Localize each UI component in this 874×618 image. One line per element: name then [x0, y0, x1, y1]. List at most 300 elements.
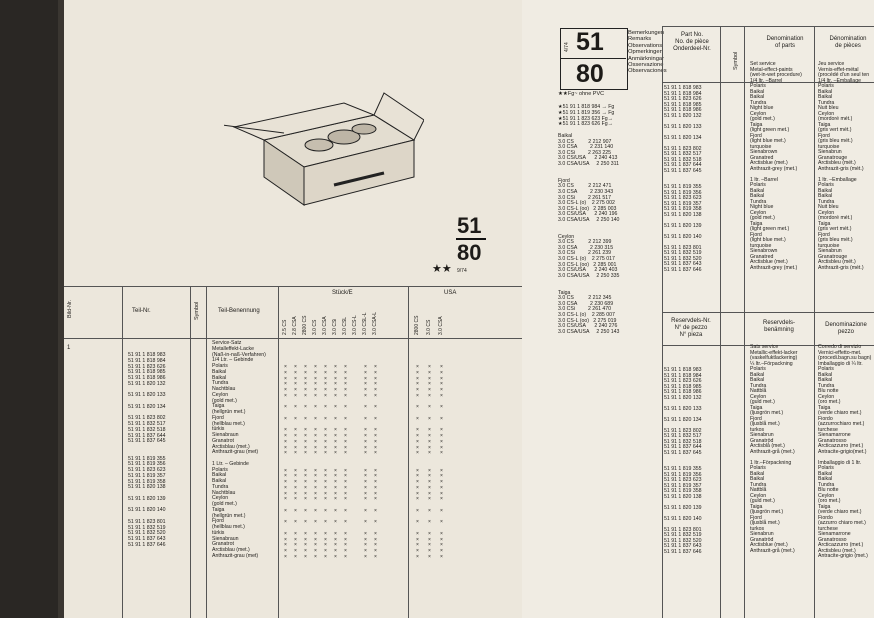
quantity-x-mark: × — [416, 473, 419, 480]
quantity-x-mark: × — [304, 433, 307, 439]
quantity-x-mark: × — [314, 479, 317, 485]
quantity-x-mark: × — [294, 519, 297, 526]
quantity-x-mark: × — [294, 387, 297, 393]
partno-header: Part No. No. de pièce Onderdeel-Nr. — [673, 32, 711, 52]
benennung-header: Teil-Benennung — [218, 308, 260, 314]
quantity-x-mark: × — [440, 484, 443, 491]
quantity-x-mark: × — [334, 553, 337, 560]
quantity-x-mark: × — [428, 496, 431, 503]
quantity-x-mark: × — [428, 530, 431, 537]
quantity-x-mark: × — [304, 490, 307, 497]
model-header-3: 3.0 CS — [312, 319, 318, 335]
quantity-x-mark: × — [374, 438, 377, 445]
quantity-x-mark: × — [374, 387, 377, 393]
quantity-x-mark: × — [304, 507, 307, 514]
quantity-x-mark: × — [416, 536, 419, 543]
quantity-x-mark: × — [344, 364, 347, 370]
model-header-11: 3.0 CS — [426, 319, 432, 335]
quantity-x-mark: × — [334, 490, 337, 497]
quantity-x-mark: × — [324, 519, 327, 526]
quantity-x-mark: × — [344, 490, 347, 497]
quantity-x-mark: × — [344, 479, 347, 485]
quantity-x-mark: × — [428, 479, 431, 485]
quantity-x-mark: × — [364, 364, 367, 370]
model-header-12: 3.0 CSA — [438, 316, 444, 335]
quantity-x-mark: × — [440, 375, 443, 382]
quantity-x-mark: × — [324, 450, 327, 457]
quantity-x-mark: × — [324, 490, 327, 497]
quantity-x-mark: × — [428, 387, 431, 393]
quantity-x-mark: × — [440, 490, 443, 497]
quantity-x-mark: × — [374, 375, 377, 382]
quantity-x-mark: × — [364, 444, 367, 451]
quantity-x-mark: × — [304, 427, 307, 434]
quantity-x-mark: × — [416, 427, 419, 434]
quantity-x-mark: × — [314, 404, 317, 411]
quantity-x-mark: × — [324, 479, 327, 485]
quantity-x-mark: × — [314, 444, 317, 451]
quantity-x-mark: × — [374, 553, 377, 560]
quantity-x-mark: × — [294, 369, 297, 376]
quantity-x-mark: × — [416, 444, 419, 451]
quantity-x-mark: × — [294, 479, 297, 485]
quantity-x-mark: × — [324, 467, 327, 474]
quantity-x-mark: × — [284, 519, 287, 526]
quantity-x-mark: × — [428, 369, 431, 376]
quantity-x-mark: × — [284, 536, 287, 543]
quantity-x-mark: × — [374, 444, 377, 451]
quantity-x-mark: × — [416, 375, 419, 382]
quantity-x-mark: × — [324, 530, 327, 537]
quantity-x-mark: × — [334, 369, 337, 376]
quantity-x-mark: × — [284, 387, 287, 393]
quantity-x-mark: × — [440, 496, 443, 503]
quantity-x-mark: × — [324, 392, 327, 399]
quantity-x-mark: × — [334, 507, 337, 514]
quantity-x-mark: × — [284, 433, 287, 439]
quantity-x-mark: × — [304, 467, 307, 474]
quantity-x-mark: × — [416, 438, 419, 445]
quantity-x-mark: × — [428, 450, 431, 457]
upper-part-numbers: 51 91 1 818 983 51 91 1 818 984 51 91 1 823 626 51 91 1 818 985 51 91 1 818 986 51 91 1 820 132 51 91 1 820 133 51 91 1 820 134 51 91 1 823 802 51 91 1 832 517 51 91 1 832 518 51 91 1 837 644 51 91 1 837 645 51 91 1 819 355 51 91 1 819 356 51 91 1 823 623 51 91 1 819 357 51 91 1 819 358 51 91 1 820 138 51 91 1 820 139 51 91 1 820 140 51 91 1 823 801 51 91 1 832 519 51 91 1 832 520 51 91 1 837 643 51 91 1 837 646 — [664, 85, 702, 273]
quantity-x-mark: × — [334, 473, 337, 480]
quantity-x-mark: × — [374, 450, 377, 457]
quantity-x-mark: × — [440, 519, 443, 526]
quantity-x-mark: × — [294, 381, 297, 388]
quantity-x-mark: × — [440, 433, 443, 439]
quantity-x-mark: × — [294, 415, 297, 422]
quantity-x-mark: × — [428, 553, 431, 560]
quantity-x-mark: × — [344, 427, 347, 434]
quantity-x-mark: × — [344, 415, 347, 422]
quantity-x-mark: × — [364, 404, 367, 411]
quantity-x-mark: × — [344, 381, 347, 388]
quantity-x-mark: × — [416, 530, 419, 537]
quantity-x-mark: × — [284, 438, 287, 445]
quantity-x-mark: × — [344, 484, 347, 491]
quantity-x-mark: × — [374, 548, 377, 554]
lower-names-italian: Corredo di servizio Vernici-effetto-met. (procedi.bagn.su bagn) Imballaggio di ¼ ltr. Polaris Baikal Baikal Tundra Blu notte Ceylon (oro met.) Taiga (verde chiaro met.) Fiordo (azzurrochiaro met.) turchese Sienamarrone Granatrosso Arcticazzurro (met.) Antracite-grigio(met.) Imballaggio di 1 ltr. Polaris Baikal Baikal Tundra Blu notte Ceylon (oro met.) Taiga (verde chiaro met.) Fiordo (azzurro chiaro met.) turchese Sienamarrone Granatrosso Arcticazzurro (met.) Arctisbleu (met.) Antracite-grigio (met.) — [818, 344, 872, 559]
quantity-x-mark: × — [294, 364, 297, 370]
quantity-x-mark: × — [364, 496, 367, 503]
quantity-x-mark: × — [334, 375, 337, 382]
quantity-x-mark: × — [314, 490, 317, 497]
quantity-x-mark: × — [428, 438, 431, 445]
quantity-x-mark: × — [324, 427, 327, 434]
quantity-x-mark: × — [364, 381, 367, 388]
quantity-x-mark: × — [428, 433, 431, 439]
quantity-x-mark: × — [364, 542, 367, 549]
color-variants-block: Baikal 3.0 CS 2 212 907 3.0 CSA 2 231 140 3.0 CSi 2 263 225 3.0 CS/USA 2 240 413 3.0 CSA/USA 2 250 311 Fjord 3.0 CS 2 212 471 3.0 CSA 2 230 343 3.0 CSi 2 261 517 3.0 CS-L (o) 2 275 002 3.0 CS-L (oo) 2 285 003 3.0 CS/USA 2 240 196 3.0 CSA/USA 2 250 140 Ceylon 3.0 CS 2 212 399 3.0 CSA 2 230 315 3.0 CSi 2 261 239 3.0 CS-L (o) 2 275 017 3.0 CS-L (oo) 2 285 001 3.0 CS/USA 2 240 403 3.0 CSA/USA 2 250 335 Taiga 3.0 CS 2 212 345 3.0 CSA 2 230 689 3.0 CSi 2 261 470 3.0 CS-L (o) 2 285 007 3.0 CS-L (oo) 2 275 019 3.0 CS/USA 2 240 276 3.0 CSA/USA 2 250 143 — [558, 133, 620, 335]
teil-nr-header: Teil-Nr. — [132, 308, 151, 314]
quantity-x-mark: × — [284, 404, 287, 411]
remarks-header: Bemerkungen Remarks Observations Opmerkingen Anmärkningar Osservazione Observaciones — [628, 30, 667, 75]
quantity-x-mark: × — [416, 404, 419, 411]
quantity-x-mark: × — [284, 507, 287, 514]
quantity-x-mark: × — [364, 479, 367, 485]
quantity-x-mark: × — [294, 548, 297, 554]
quantity-x-mark: × — [314, 542, 317, 549]
quantity-x-mark: × — [344, 438, 347, 445]
model-header-8: 3.0 CSL-L — [362, 312, 368, 335]
quantity-x-mark: × — [416, 369, 419, 376]
quantity-x-mark: × — [314, 553, 317, 560]
quantity-x-mark: × — [364, 438, 367, 445]
quantity-x-mark: × — [416, 433, 419, 439]
quantity-x-mark: × — [364, 375, 367, 382]
quantity-x-mark: × — [440, 444, 443, 451]
quantity-x-mark: × — [294, 467, 297, 474]
quantity-x-mark: × — [294, 473, 297, 480]
quantity-x-mark: × — [428, 364, 431, 370]
quantity-x-mark: × — [284, 381, 287, 388]
quantity-x-mark: × — [294, 490, 297, 497]
symbol-header-right: Symbol — [733, 51, 739, 70]
quantity-x-mark: × — [314, 548, 317, 554]
quantity-x-mark: × — [294, 553, 297, 560]
quantity-x-mark: × — [304, 364, 307, 370]
quantity-x-mark: × — [374, 404, 377, 411]
model-header-10: 2800 CS — [414, 315, 420, 335]
quantity-x-mark: × — [314, 496, 317, 503]
quantity-x-mark: × — [334, 496, 337, 503]
quantity-x-mark: × — [314, 536, 317, 543]
quantity-x-mark: × — [294, 404, 297, 411]
quantity-x-mark: × — [374, 364, 377, 370]
quantity-x-mark: × — [374, 536, 377, 543]
quantity-x-mark: × — [440, 381, 443, 388]
quantity-x-mark: × — [334, 433, 337, 439]
quantity-x-mark: × — [324, 553, 327, 560]
quantity-x-mark: × — [284, 427, 287, 434]
table-header-rule — [64, 338, 526, 339]
quantity-x-mark: × — [294, 507, 297, 514]
quantity-x-mark: × — [294, 444, 297, 451]
quantity-x-mark: × — [364, 433, 367, 439]
quantity-x-mark: × — [334, 542, 337, 549]
quantity-x-mark: × — [364, 530, 367, 537]
quantity-x-mark: × — [304, 387, 307, 393]
page-date: 9/74 — [457, 268, 467, 274]
quantity-x-mark: × — [374, 467, 377, 474]
quantity-x-mark: × — [284, 490, 287, 497]
denom-parts-header: Denomination of parts — [766, 36, 804, 49]
quantity-x-mark: × — [440, 507, 443, 514]
quantity-x-mark: × — [304, 473, 307, 480]
quantity-x-mark: × — [364, 387, 367, 393]
quantity-x-mark: × — [440, 553, 443, 560]
quantity-x-mark: × — [334, 548, 337, 554]
quantity-x-mark: × — [304, 438, 307, 445]
quantity-x-mark: × — [314, 427, 317, 434]
quantity-x-mark: × — [294, 450, 297, 457]
quantity-x-mark: × — [324, 438, 327, 445]
quantity-x-mark: × — [374, 433, 377, 439]
quantity-x-mark: × — [374, 490, 377, 497]
left-page — [58, 0, 526, 618]
quantity-x-mark: × — [428, 548, 431, 554]
model-header-6: 3.0 CSL — [342, 316, 348, 335]
quantity-x-mark: × — [428, 484, 431, 491]
quantity-x-mark: × — [344, 496, 347, 503]
quantity-x-mark: × — [314, 467, 317, 474]
quantity-x-mark: × — [284, 542, 287, 549]
page-code-top: 51 — [457, 213, 482, 238]
quantity-x-mark: × — [374, 427, 377, 434]
quantity-x-mark: × — [344, 473, 347, 480]
quantity-x-mark: × — [284, 375, 287, 382]
quantity-x-mark: × — [314, 369, 317, 376]
quantity-x-mark: × — [294, 530, 297, 537]
quantity-x-mark: × — [440, 364, 443, 370]
stueck-header: Stück/E — [332, 290, 353, 296]
quantity-x-mark: × — [428, 415, 431, 422]
quantity-x-mark: × — [440, 536, 443, 543]
model-header-2: 2800 CS — [302, 315, 308, 335]
symbol-header: Symbol — [194, 301, 200, 320]
quantity-x-mark: × — [284, 530, 287, 537]
partno-lower-header: Reservdels-Nr. N° de pezzo N° pieza — [671, 318, 711, 338]
quantity-x-mark: × — [314, 392, 317, 399]
quantity-x-mark: × — [440, 530, 443, 537]
quantity-x-mark: × — [416, 415, 419, 422]
quantity-x-mark: × — [314, 473, 317, 480]
denom-pieces-header: Dénomination de pièces — [829, 36, 867, 49]
quantity-x-mark: × — [440, 404, 443, 411]
quantity-x-mark: × — [440, 548, 443, 554]
quantity-x-mark: × — [374, 542, 377, 549]
quantity-x-mark: × — [416, 364, 419, 370]
quantity-x-mark: × — [344, 542, 347, 549]
quantity-x-mark: × — [364, 369, 367, 376]
quantity-x-mark: × — [304, 369, 307, 376]
quantity-x-mark: × — [364, 490, 367, 497]
quantity-x-mark: × — [344, 553, 347, 560]
quantity-x-mark: × — [334, 404, 337, 411]
quantity-x-mark: × — [284, 479, 287, 485]
quantity-x-mark: × — [344, 548, 347, 554]
part-name-list: Service-Satz Metalleffekt-Lacke (Naß-in-naß-Verfahren) 1/4 Ltr. – Gebinde Polaris Baikal Baikal Tundra Nachtblau Ceylon (gold met.) Taiga (hellgrün met.) Fjord (hellblau met.) türkis Sienabraun Granatrot Arctisblau (met.) Anthrazit-grau (met) 1 Ltr. – Gebinde Polaris Baikal Baikal Tundra Nachtblau Ceylon (gold met.) Taiga (hellgrün met.) Fjord (hellblau met.) türkis Sienabraun Granatrot Arctisblau (met.) Anthrazit-grau (met) — [212, 340, 266, 559]
quantity-x-mark: × — [344, 369, 347, 376]
quantity-x-mark: × — [416, 507, 419, 514]
quantity-x-mark: × — [324, 381, 327, 388]
quantity-x-mark: × — [374, 530, 377, 537]
quantity-x-mark: × — [334, 364, 337, 370]
quantity-x-mark: × — [364, 450, 367, 457]
quantity-x-mark: × — [364, 467, 367, 474]
quantity-x-mark: × — [440, 450, 443, 457]
quantity-x-mark: × — [440, 427, 443, 434]
quantity-x-mark: × — [284, 392, 287, 399]
quantity-x-mark: × — [314, 364, 317, 370]
stars-mark: ★★ — [432, 263, 452, 275]
quantity-x-mark: × — [364, 427, 367, 434]
quantity-x-mark: × — [324, 542, 327, 549]
quantity-x-mark: × — [440, 415, 443, 422]
quantity-x-mark: × — [284, 473, 287, 480]
quantity-x-mark: × — [284, 369, 287, 376]
denom-lower-it-header: Denominazione pezzo — [825, 322, 867, 335]
quantity-x-mark: × — [364, 484, 367, 491]
quantity-x-mark: × — [440, 438, 443, 445]
quantity-x-mark: × — [440, 542, 443, 549]
quantity-x-mark: × — [428, 536, 431, 543]
lower-names-swedish: Sats service Metallic-effekt-lacker (vaskelfuktlackering) ¼ ltr.–Förpackning Polaris Baikal Baikal Tundra Nattblå Ceylon (guld met.) Taiga (ljusgrön met.) Fjord (ljusblå met.) turkos Sienabrun Granatröd Arctisblå (met.) Anthrazit-grå (met.) 1 ltr.–Förpackning Polaris Baikal Baikal Tundra Nattblå Ceylon (guld met.) Taiga (ljusgrön met.) Fjord (ljusblå met.) turkos Sienabrun Granatröd Arctisblue (met.) Anthrazit-grå (met.) — [750, 344, 798, 554]
quantity-x-mark: × — [344, 387, 347, 393]
table-top-rule — [64, 286, 526, 287]
quantity-x-mark: × — [428, 467, 431, 474]
model-header-0: 2.5 CS — [282, 319, 288, 335]
quantity-x-mark: × — [304, 542, 307, 549]
quantity-x-mark: × — [314, 415, 317, 422]
quantity-x-mark: × — [364, 473, 367, 480]
quantity-x-mark: × — [324, 444, 327, 451]
quantity-x-mark: × — [304, 415, 307, 422]
quantity-x-mark: × — [284, 548, 287, 554]
quantity-x-mark: × — [416, 490, 419, 497]
quantity-x-mark: × — [416, 548, 419, 554]
quantity-x-mark: × — [428, 444, 431, 451]
quantity-x-mark: × — [294, 536, 297, 543]
upper-names-french: Jeu service Vernis-effet-métal (procédé d'un seul ten 1/4 ltr. –Emballage Polaris Baikal Baikal Tundra Nuit bleu Ceylon (mordoré mét.) Taiga (gris vert mét.) Fjord (gris bleu mét.) turquoise Sienabrun Granatrouge Arctisbleu (mét.) Anthrazit-gris (mét.) 1 ltr. –Emballage Polaris Baikal Baikal Tundra Nuit bleu Ceylon (mordoré mét.) Taiga (gris vert mét.) Fjord (gris bleu mét.) turquoise Sienabrun Granatrouge Arctisbleu (mét.) Anthrazit-gris (mét.) — [818, 61, 870, 271]
quantity-x-mark: × — [428, 427, 431, 434]
quantity-x-mark: × — [314, 530, 317, 537]
quantity-x-mark: × — [304, 444, 307, 451]
quantity-x-mark: × — [416, 467, 419, 474]
code-date: 4/74 — [564, 42, 570, 52]
quantity-x-mark: × — [334, 467, 337, 474]
quantity-x-mark: × — [428, 473, 431, 480]
quantity-x-mark: × — [284, 553, 287, 560]
quantity-x-mark: × — [284, 467, 287, 474]
quantity-x-mark: × — [294, 438, 297, 445]
quantity-x-mark: × — [428, 519, 431, 526]
quantity-x-mark: × — [294, 392, 297, 399]
quantity-x-mark: × — [284, 450, 287, 457]
quantity-x-mark: × — [344, 404, 347, 411]
quantity-x-mark: × — [304, 450, 307, 457]
quantity-x-mark: × — [344, 444, 347, 451]
quantity-x-mark: × — [334, 427, 337, 434]
quantity-x-mark: × — [416, 381, 419, 388]
quantity-x-mark: × — [416, 387, 419, 393]
quantity-x-mark: × — [344, 467, 347, 474]
quantity-x-mark: × — [440, 467, 443, 474]
quantity-x-mark: × — [284, 484, 287, 491]
quantity-x-mark: × — [374, 496, 377, 503]
quantity-x-mark: × — [324, 369, 327, 376]
quantity-x-mark: × — [324, 375, 327, 382]
usa-header: USA — [444, 290, 457, 296]
quantity-x-mark: × — [428, 542, 431, 549]
quantity-x-mark: × — [334, 415, 337, 422]
quantity-x-mark: × — [344, 433, 347, 439]
quantity-x-mark: × — [324, 507, 327, 514]
quantity-x-mark: × — [304, 381, 307, 388]
quantity-x-mark: × — [304, 375, 307, 382]
quantity-x-mark: × — [416, 496, 419, 503]
quantity-x-mark: × — [304, 404, 307, 411]
quantity-x-mark: × — [334, 519, 337, 526]
quantity-x-mark: × — [374, 473, 377, 480]
model-header-7: 3.0 CS-L — [352, 315, 358, 335]
denom-lower-sv-header: Reservdels- benämning — [762, 320, 795, 333]
quantity-x-mark: × — [284, 496, 287, 503]
quantity-x-mark: × — [416, 542, 419, 549]
lower-part-numbers: 51 91 1 818 983 51 91 1 818 984 51 91 1 823 626 51 91 1 818 985 51 91 1 818 986 51 91 1 820 132 51 91 1 820 133 51 91 1 820 134 51 91 1 823 802 51 91 1 832 517 51 91 1 832 518 51 91 1 837 644 51 91 1 837 645 51 91 1 819 355 51 91 1 819 356 51 91 1 823 623 51 91 1 819 357 51 91 1 819 358 51 91 1 820 138 51 91 1 820 139 51 91 1 820 140 51 91 1 823 801 51 91 1 832 519 51 91 1 832 520 51 91 1 837 643 51 91 1 837 646 — [664, 367, 702, 555]
model-header-9: 3.0 CSA-L — [372, 311, 378, 335]
quantity-x-mark: × — [334, 444, 337, 451]
quantity-x-mark: × — [314, 484, 317, 491]
quantity-x-mark: × — [364, 507, 367, 514]
right-code-top: 51 — [576, 28, 604, 56]
bild-nr-header: Bild-Nr. — [67, 299, 73, 318]
quantity-x-mark: × — [344, 536, 347, 543]
quantity-x-mark: × — [314, 387, 317, 393]
quantity-x-mark: × — [428, 392, 431, 399]
remark-list: ★51 91 1 818 984 → Fg ★51 91 1 819 356 → Fg ★51 91 1 823 623 Fg→ ★51 91 1 823 626 Fg→ — [558, 104, 615, 128]
part-number-list: 51 91 1 818 983 51 91 1 818 984 51 91 1 823 626 51 91 1 818 985 51 91 1 818 986 51 91 1 820 132 51 91 1 820 133 51 91 1 820 134 51 91 1 823 802 51 91 1 832 517 51 91 1 832 518 51 91 1 837 644 51 91 1 837 645 51 91 1 819 355 51 91 1 819 356 51 91 1 823 623 51 91 1 819 357 51 91 1 819 358 51 91 1 820 138 51 91 1 820 139 51 91 1 820 140 51 91 1 823 801 51 91 1 832 519 51 91 1 832 520 51 91 1 837 643 51 91 1 837 646 — [128, 352, 166, 548]
quantity-x-mark: × — [364, 519, 367, 526]
quantity-x-mark: × — [416, 392, 419, 399]
quantity-x-mark: × — [440, 473, 443, 480]
quantity-x-mark: × — [324, 536, 327, 543]
quantity-x-mark: × — [440, 387, 443, 393]
quantity-x-mark: × — [334, 392, 337, 399]
quantity-x-mark: × — [364, 392, 367, 399]
quantity-x-mark: × — [428, 375, 431, 382]
model-header-5: 3.0 CSi — [332, 318, 338, 335]
quantity-x-mark: × — [314, 519, 317, 526]
quantity-x-mark: × — [428, 507, 431, 514]
quantity-x-mark: × — [374, 415, 377, 422]
quantity-x-mark: × — [304, 553, 307, 560]
right-page — [522, 0, 874, 618]
quantity-x-mark: × — [304, 484, 307, 491]
quantity-x-mark: × — [324, 473, 327, 480]
quantity-x-mark: × — [364, 553, 367, 560]
quantity-x-mark: × — [374, 484, 377, 491]
page-code-bottom: 80 — [457, 240, 482, 265]
quantity-x-mark: × — [314, 433, 317, 439]
quantity-x-mark: × — [304, 536, 307, 543]
quantity-x-mark: × — [324, 364, 327, 370]
quantity-x-mark: × — [284, 444, 287, 451]
remark-note: ★★Fg~ ohne PVC — [558, 91, 605, 97]
quantity-x-mark: × — [294, 427, 297, 434]
quantity-x-mark: × — [440, 479, 443, 485]
quantity-x-mark: × — [374, 507, 377, 514]
